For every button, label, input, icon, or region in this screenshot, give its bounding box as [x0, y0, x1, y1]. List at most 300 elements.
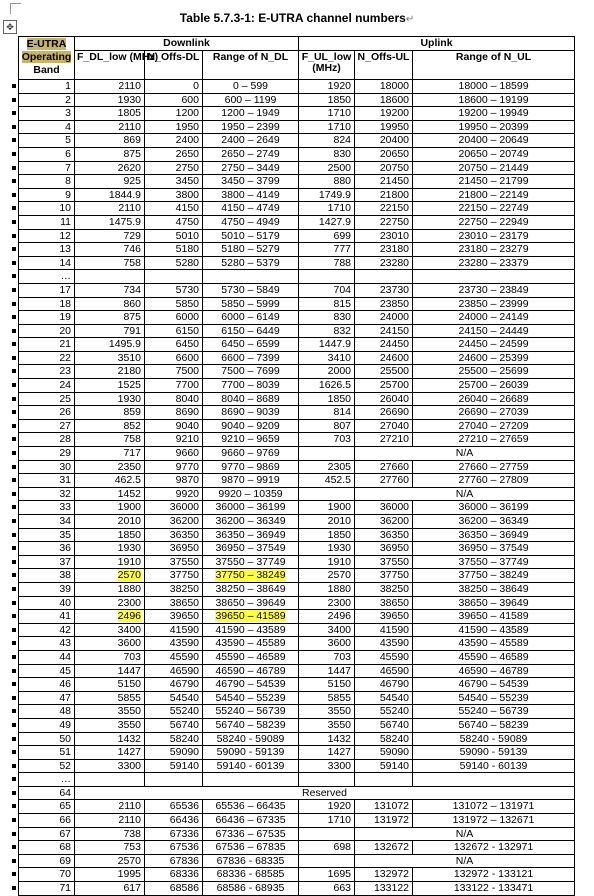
ful-low-cell: 830	[299, 311, 355, 325]
band-cell: 27	[19, 419, 75, 433]
range-ndl-cell: 59140 - 60139	[203, 759, 299, 773]
band-cell: 7	[19, 161, 75, 175]
noffs-ul-cell: 131972	[355, 814, 413, 828]
range-ndl-cell: 7700 – 8039	[203, 379, 299, 393]
range-nul-cell: 22150 – 22749	[413, 202, 575, 216]
range-ndl-cell: 6450 – 6599	[203, 338, 299, 352]
range-nul-cell	[413, 270, 575, 284]
ful-low-cell: 2000	[299, 365, 355, 379]
ful-low-cell: 1427	[299, 746, 355, 760]
range-ndl-cell: 36350 – 36949	[203, 528, 299, 542]
noffs-dl-cell: 36200	[145, 515, 203, 529]
band-cell: 19	[19, 311, 75, 325]
noffs-ul-cell: 36200	[355, 515, 413, 529]
table-row	[19, 732, 575, 746]
fdl-low-cell: 859	[75, 406, 145, 420]
noffs-ul-cell: 23010	[355, 229, 413, 243]
range-nul-cell: 36200 – 36349	[413, 515, 575, 529]
ful-low-cell: 815	[299, 297, 355, 311]
noffs-dl-cell: 59090	[145, 746, 203, 760]
band-cell: 5	[19, 134, 75, 148]
range-ndl-cell: 5180 – 5279	[203, 243, 299, 257]
range-nul-cell: 24150 – 24449	[413, 324, 575, 338]
noffs-dl-cell: 3800	[145, 188, 203, 202]
noffs-dl-cell: 3450	[145, 175, 203, 189]
noffs-dl-cell: 0	[145, 80, 203, 94]
ful-low-cell: 1432	[299, 732, 355, 746]
fdl-low-cell: 1850	[75, 528, 145, 542]
band-cell: 36	[19, 542, 75, 556]
band-cell: 6	[19, 147, 75, 161]
table-row	[19, 800, 575, 814]
range-ndl-cell: 2750 – 3449	[203, 161, 299, 175]
noffs-dl-cell: 41590	[145, 623, 203, 637]
band-cell: 71	[19, 882, 75, 896]
range-nul-cell: 21800 – 22149	[413, 188, 575, 202]
range-ndl-cell: 46790 – 54539	[203, 678, 299, 692]
range-ndl-cell: 0 – 599	[203, 80, 299, 94]
range-ndl-cell: 59090 - 59139	[203, 746, 299, 760]
ful-low-cell: 1930	[299, 542, 355, 556]
band-cell: 17	[19, 283, 75, 297]
ful-low-cell: 1920	[299, 80, 355, 94]
noffs-dl-cell: 6150	[145, 324, 203, 338]
noffs-dl-cell: 58240	[145, 732, 203, 746]
band-cell: 45	[19, 664, 75, 678]
ful-low-cell	[299, 270, 355, 284]
paragraph-mark-icon: ↵	[405, 14, 415, 25]
band-cell: 68	[19, 841, 75, 855]
noffs-dl-cell	[145, 270, 203, 284]
noffs-ul-cell: 20400	[355, 134, 413, 148]
band-cell: 21	[19, 338, 75, 352]
table-row	[19, 474, 575, 488]
fdl-low-cell: 738	[75, 827, 145, 841]
range-nul-cell: 133122 - 133471	[413, 882, 575, 896]
range-nul-cell: 25500 – 25699	[413, 365, 575, 379]
range-ndl-cell: 2650 – 2749	[203, 147, 299, 161]
fdl-low-cell: 1805	[75, 107, 145, 121]
table-row	[19, 691, 575, 705]
band-cell: 69	[19, 854, 75, 868]
noffs-dl-cell: 8690	[145, 406, 203, 420]
band-cell: 25	[19, 392, 75, 406]
ful-low-cell: 1695	[299, 868, 355, 882]
range-nul-cell: 23730 – 23849	[413, 283, 575, 297]
table-row	[19, 120, 575, 134]
band-cell: 29	[19, 447, 75, 461]
noffs-ul-cell: 19950	[355, 120, 413, 134]
range-nul-cell: 23280 – 23379	[413, 256, 575, 270]
band-cell: 20	[19, 324, 75, 338]
ful-low-cell: 663	[299, 882, 355, 896]
range-ndl-cell: 9920 – 10359	[203, 487, 299, 501]
ful-low-cell: 1850	[299, 528, 355, 542]
noffs-ul-cell: 46790	[355, 678, 413, 692]
ful-low-cell: 1710	[299, 814, 355, 828]
fdl-low-cell: 1844.9	[75, 188, 145, 202]
ful-low-cell: 814	[299, 406, 355, 420]
noffs-dl-cell: 37750	[145, 569, 203, 583]
ful-low-cell: 1749.9	[299, 188, 355, 202]
table-row	[19, 433, 575, 447]
noffs-dl-cell: 5010	[145, 229, 203, 243]
band-header-line2: Operating	[21, 51, 72, 63]
range-nul-cell: 43590 – 45589	[413, 637, 575, 651]
fdl-low-cell: 1427	[75, 746, 145, 760]
range-nul-cell: 55240 – 56739	[413, 705, 575, 719]
noffs-dl-cell: 67836	[145, 854, 203, 868]
noffs-ul-cell: 23850	[355, 297, 413, 311]
fdl-low-cell: 746	[75, 243, 145, 257]
noffs-ul-cell: 23730	[355, 283, 413, 297]
table-row	[19, 256, 575, 270]
fdl-low-cell: 2620	[75, 161, 145, 175]
ful-low-cell: 830	[299, 147, 355, 161]
uplink-header	[299, 37, 575, 51]
table-row	[19, 718, 575, 732]
table-row	[19, 147, 575, 161]
table-row	[19, 515, 575, 529]
fdl-low-cell: 1452	[75, 487, 145, 501]
table-row	[19, 447, 575, 461]
range-nul-cell: 36950 – 37549	[413, 542, 575, 556]
highlighted-value: 39650 – 41589	[215, 610, 286, 623]
ful-low-cell: 2300	[299, 596, 355, 610]
band-cell: 34	[19, 515, 75, 529]
noffs-ul-cell: 38250	[355, 582, 413, 596]
noffs-dl-cell: 9870	[145, 474, 203, 488]
noffs-ul-cell: 36350	[355, 528, 413, 542]
ful-low-cell: 832	[299, 324, 355, 338]
noffs-ul-cell: 58240	[355, 732, 413, 746]
noffs-ul-cell: 59140	[355, 759, 413, 773]
band-header-line3: Band	[33, 64, 60, 76]
noffs-dl-cell: 36350	[145, 528, 203, 542]
band-cell: 32	[19, 487, 75, 501]
range-ndl-cell: 58240 - 59089	[203, 732, 299, 746]
noffs-ul-cell: 21800	[355, 188, 413, 202]
fdl-low-cell: 703	[75, 650, 145, 664]
range-ndl-cell: 37550 – 37749	[203, 555, 299, 569]
range-ndl-cell: 6150 – 6449	[203, 324, 299, 338]
noffs-dl-cell: 46790	[145, 678, 203, 692]
fdl-low-cell: 1447	[75, 664, 145, 678]
table-row	[19, 379, 575, 393]
range-ndl-cell: 6000 – 6149	[203, 311, 299, 325]
ful-low-cell: 452.5	[299, 474, 355, 488]
noffs-dl-cell: 2650	[145, 147, 203, 161]
fdl-low-cell: 2110	[75, 814, 145, 828]
range-nul-cell: 18600 – 19199	[413, 93, 575, 107]
fdl-low-cell: 875	[75, 311, 145, 325]
band-cell: 43	[19, 637, 75, 651]
range-ndl-cell: 3800 – 4149	[203, 188, 299, 202]
noffs-dl-cell: 36000	[145, 501, 203, 515]
fdl-low-cell	[75, 610, 145, 624]
band-cell: 8	[19, 175, 75, 189]
range-nul-cell: 58240 - 59089	[413, 732, 575, 746]
noffs-ul-cell: 23180	[355, 243, 413, 257]
band-cell: 67	[19, 827, 75, 841]
table-row	[19, 596, 575, 610]
table-row	[19, 161, 575, 175]
noffs-ul-header: N_Offs-UL	[355, 51, 413, 80]
band-cell: 4	[19, 120, 75, 134]
range-nul-cell: 20650 – 20749	[413, 147, 575, 161]
noffs-ul-cell: 37750	[355, 569, 413, 583]
range-nul-cell: 23010 – 23179	[413, 229, 575, 243]
table-row	[19, 650, 575, 664]
fdl-low-cell: 2010	[75, 515, 145, 529]
range-nul-cell: 45590 – 46589	[413, 650, 575, 664]
noffs-dl-cell: 46590	[145, 664, 203, 678]
table-title-text: Table 5.7.3-1: E-UTRA channel numbers	[179, 11, 406, 25]
band-cell: 3	[19, 107, 75, 121]
range-nul-cell: 36000 – 36199	[413, 501, 575, 515]
range-ndl-cell: 9770 – 9869	[203, 460, 299, 474]
table-row	[19, 270, 575, 284]
ful-low-cell	[299, 854, 355, 868]
noffs-dl-cell: 9210	[145, 433, 203, 447]
ful-low-cell: 777	[299, 243, 355, 257]
fdl-low-cell: 2180	[75, 365, 145, 379]
range-nul-cell: 19950 – 20399	[413, 120, 575, 134]
table-row	[19, 610, 575, 624]
range-nul-cell: 46790 – 54539	[413, 678, 575, 692]
ful-low-cell: 788	[299, 256, 355, 270]
fdl-low-cell: 758	[75, 256, 145, 270]
band-cell: 14	[19, 256, 75, 270]
table-row	[19, 555, 575, 569]
table-move-handle-icon[interactable]: ✥	[3, 20, 17, 34]
noffs-dl-cell: 56740	[145, 718, 203, 732]
noffs-dl-cell: 38250	[145, 582, 203, 596]
band-cell: 64	[19, 786, 75, 800]
range-nul-cell	[413, 773, 575, 787]
table-row	[19, 773, 575, 787]
noffs-dl-cell: 39650	[145, 610, 203, 624]
table-row	[19, 297, 575, 311]
fdl-low-cell: 2110	[75, 120, 145, 134]
band-cell: 70	[19, 868, 75, 882]
noffs-dl-cell: 1950	[145, 120, 203, 134]
ful-low-cell: 1626.5	[299, 379, 355, 393]
ful-low-cell: 1900	[299, 501, 355, 515]
range-ndl-cell: 36200 – 36349	[203, 515, 299, 529]
range-nul-cell: 132672 - 132971	[413, 841, 575, 855]
range-ndl-cell: 8040 – 8689	[203, 392, 299, 406]
table-row	[19, 283, 575, 297]
range-ndl-cell	[203, 569, 299, 583]
range-ndl-header: Range of N_DL	[203, 51, 299, 80]
range-nul-cell: 132972 - 133121	[413, 868, 575, 882]
fdl-low-cell: 717	[75, 447, 145, 461]
range-ndl-cell: 3450 – 3799	[203, 175, 299, 189]
noffs-dl-cell: 68336	[145, 868, 203, 882]
range-nul-cell: 27760 – 27809	[413, 474, 575, 488]
noffs-dl-header: N_Offs-DL	[145, 51, 203, 80]
na-cell: N/A	[355, 827, 575, 841]
fdl-low-cell: 734	[75, 283, 145, 297]
reserved-cell: Reserved	[75, 786, 575, 800]
ful-low-cell: 3550	[299, 705, 355, 719]
noffs-ul-cell: 55240	[355, 705, 413, 719]
range-ndl-cell: 41590 – 43589	[203, 623, 299, 637]
band-cell: 65	[19, 800, 75, 814]
band-header-line1: E-UTRA	[26, 38, 67, 50]
ful-low-cell: 3550	[299, 718, 355, 732]
band-cell: 13	[19, 243, 75, 257]
range-ndl-cell: 9210 – 9659	[203, 433, 299, 447]
noffs-ul-cell: 19200	[355, 107, 413, 121]
ful-low-cell: 1710	[299, 107, 355, 121]
table-row	[19, 582, 575, 596]
ful-low-cell: 1880	[299, 582, 355, 596]
noffs-ul-cell: 37550	[355, 555, 413, 569]
fdl-low-cell: 869	[75, 134, 145, 148]
ful-low-cell: 3400	[299, 623, 355, 637]
noffs-dl-cell: 7500	[145, 365, 203, 379]
table-row	[19, 351, 575, 365]
band-cell: 48	[19, 705, 75, 719]
range-ndl-cell: 67836 - 68335	[203, 854, 299, 868]
noffs-ul-cell: 18000	[355, 80, 413, 94]
downlink-header	[75, 37, 299, 51]
table-row	[19, 882, 575, 896]
range-ndl-cell: 66436 – 67335	[203, 814, 299, 828]
band-cell: 44	[19, 650, 75, 664]
noffs-dl-cell: 5180	[145, 243, 203, 257]
fdl-low-cell: 729	[75, 229, 145, 243]
fdl-low-cell: 3510	[75, 351, 145, 365]
table-row	[19, 814, 575, 828]
table-row	[19, 202, 575, 216]
ful-low-cell: 1850	[299, 392, 355, 406]
noffs-ul-cell: 38650	[355, 596, 413, 610]
ful-low-cell: 824	[299, 134, 355, 148]
table-row	[19, 623, 575, 637]
noffs-dl-cell: 9920	[145, 487, 203, 501]
noffs-dl-cell: 600	[145, 93, 203, 107]
range-ndl-cell: 67536 – 67835	[203, 841, 299, 855]
ful-low-cell: 3410	[299, 351, 355, 365]
ful-low-cell	[299, 773, 355, 787]
noffs-ul-cell: 24600	[355, 351, 413, 365]
downlink-header-text: Downlink	[163, 37, 210, 49]
table-row	[19, 854, 575, 868]
noffs-ul-cell: 36950	[355, 542, 413, 556]
noffs-ul-cell: 27040	[355, 419, 413, 433]
fdl-low-cell: 1900	[75, 501, 145, 515]
band-cell: 66	[19, 814, 75, 828]
noffs-dl-cell: 36950	[145, 542, 203, 556]
noffs-ul-cell: 18600	[355, 93, 413, 107]
range-ndl-cell: 36950 – 37549	[203, 542, 299, 556]
band-cell: 52	[19, 759, 75, 773]
table-row	[19, 324, 575, 338]
band-header-cell	[19, 37, 75, 80]
noffs-ul-cell: 43590	[355, 637, 413, 651]
noffs-ul-cell: 45590	[355, 650, 413, 664]
band-cell: 37	[19, 555, 75, 569]
ful-low-cell: 1710	[299, 202, 355, 216]
range-nul-cell: 27210 – 27659	[413, 433, 575, 447]
band-cell: 26	[19, 406, 75, 420]
noffs-ul-cell: 22750	[355, 215, 413, 229]
range-nul-cell: 131972 – 132671	[413, 814, 575, 828]
fdl-low-cell: 617	[75, 882, 145, 896]
ful-low-cell: 703	[299, 650, 355, 664]
fdl-low-cell: 758	[75, 433, 145, 447]
band-cell: 40	[19, 596, 75, 610]
ful-low-cell: 880	[299, 175, 355, 189]
noffs-ul-cell: 39650	[355, 610, 413, 624]
range-ndl-cell: 38250 – 38649	[203, 582, 299, 596]
range-nul-cell: 56740 – 58239	[413, 718, 575, 732]
fdl-low-cell: 1495.9	[75, 338, 145, 352]
noffs-ul-cell	[355, 773, 413, 787]
table-row	[19, 80, 575, 94]
noffs-ul-cell: 54540	[355, 691, 413, 705]
ful-low-cell: 5855	[299, 691, 355, 705]
ful-low-cell: 3600	[299, 637, 355, 651]
noffs-ul-cell: 24150	[355, 324, 413, 338]
highlighted-value: 2496	[117, 610, 141, 623]
range-nul-cell: 38250 – 38649	[413, 582, 575, 596]
ful-low-cell: 1920	[299, 800, 355, 814]
band-cell: 35	[19, 528, 75, 542]
band-cell: 39	[19, 582, 75, 596]
ful-low-cell: 1910	[299, 555, 355, 569]
noffs-ul-cell: 133122	[355, 882, 413, 896]
range-ndl-cell: 5730 – 5849	[203, 283, 299, 297]
range-ndl-cell: 43590 – 45589	[203, 637, 299, 651]
range-nul-cell: 20400 – 20649	[413, 134, 575, 148]
table-row	[19, 134, 575, 148]
range-nul-cell: 37750 – 38249	[413, 569, 575, 583]
range-nul-cell: 19200 – 19949	[413, 107, 575, 121]
band-cell: 42	[19, 623, 75, 637]
ful-low-cell: 1427.9	[299, 215, 355, 229]
ful-low-cell: 703	[299, 433, 355, 447]
noffs-ul-cell: 22150	[355, 202, 413, 216]
ful-low-cell	[299, 447, 355, 461]
band-cell: 49	[19, 718, 75, 732]
ful-low-cell: 2570	[299, 569, 355, 583]
fdl-low-cell: 3550	[75, 705, 145, 719]
noffs-ul-cell: 20650	[355, 147, 413, 161]
table-row	[19, 406, 575, 420]
fdl-low-cell: 1525	[75, 379, 145, 393]
noffs-dl-cell: 9770	[145, 460, 203, 474]
noffs-dl-cell: 38650	[145, 596, 203, 610]
noffs-dl-cell: 9660	[145, 447, 203, 461]
table-row	[19, 746, 575, 760]
range-ndl-cell: 4150 – 4749	[203, 202, 299, 216]
range-ndl-cell: 4750 – 4949	[203, 215, 299, 229]
table-row	[19, 528, 575, 542]
table-row	[19, 786, 575, 800]
fdl-low-cell: 875	[75, 147, 145, 161]
band-cell: 30	[19, 460, 75, 474]
range-nul-header: Range of N_UL	[413, 51, 575, 80]
table-row	[19, 311, 575, 325]
table-row	[19, 215, 575, 229]
fdl-low-cell: 1930	[75, 542, 145, 556]
noffs-dl-cell: 5730	[145, 283, 203, 297]
noffs-dl-cell: 45590	[145, 650, 203, 664]
